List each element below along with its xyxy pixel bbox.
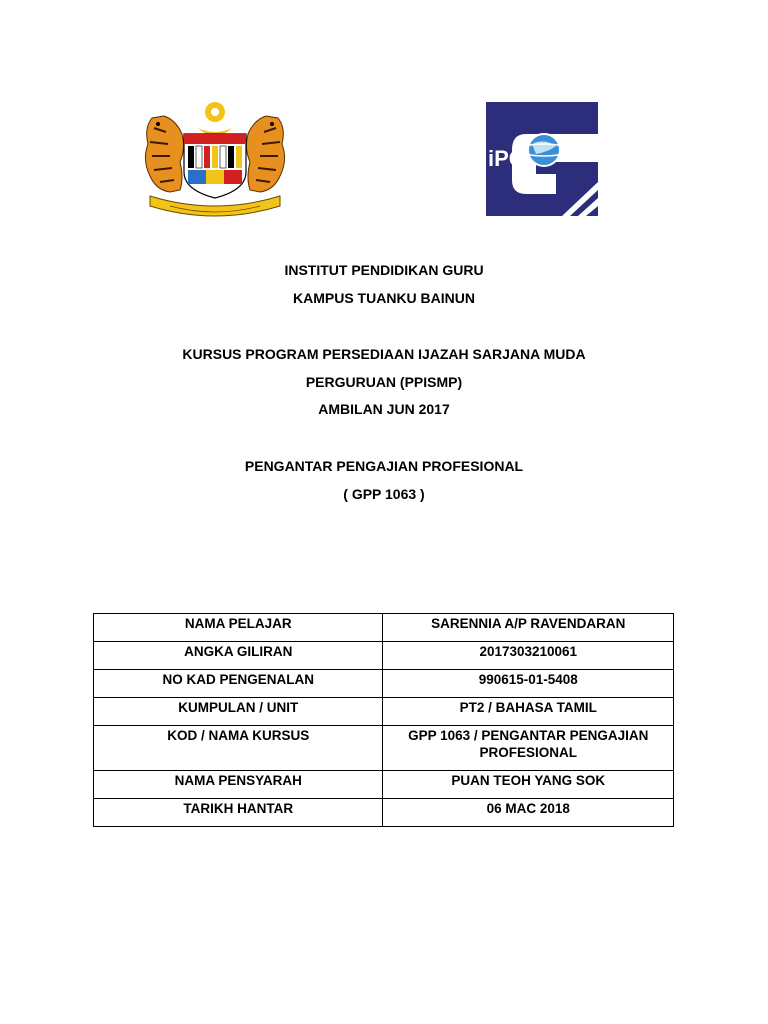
globe-icon: [520, 134, 568, 166]
ipg-logo-graphic: [486, 100, 600, 222]
table-value-cell: 2017303210061: [383, 642, 674, 670]
table-value-cell: SARENNIA A/P RAVENDARAN: [383, 614, 674, 642]
coat-of-arms-graphic: [140, 98, 290, 220]
table-row: [94, 698, 674, 726]
right-tiger-icon: [246, 116, 284, 192]
ipg-logo: [486, 100, 600, 222]
shield-icon: [184, 134, 246, 198]
subject-code: ( GPP 1063 ): [343, 486, 425, 502]
table-label-cell: NO KAD PENGENALAN: [94, 670, 383, 698]
table-row: [94, 771, 674, 799]
ipg-logo-text: iPG: [488, 146, 526, 171]
table-value-cell: 06 MAC 2018: [383, 799, 674, 827]
campus-title: KAMPUS TUANKU BAINUN: [293, 290, 475, 306]
table-row: [94, 726, 674, 771]
table-value-cell: GPP 1063 / PENGANTAR PENGAJIAN PROFESIONAL: [383, 726, 674, 771]
left-tiger-icon: [145, 116, 183, 192]
table-label-cell: NAMA PENSYARAH: [94, 771, 383, 799]
table-label-cell: ANGKA GILIRAN: [94, 642, 383, 670]
table-label-cell: KUMPULAN / UNIT: [94, 698, 383, 726]
table-value-cell: PT2 / BAHASA TAMIL: [383, 698, 674, 726]
institute-title: INSTITUT PENDIDIKAN GURU: [284, 262, 484, 278]
table-value-cell: PUAN TEOH YANG SOK: [383, 771, 674, 799]
table-row: [94, 642, 674, 670]
course-title-line2: PERGURUAN (PPISMP): [305, 374, 463, 390]
malaysia-coat-of-arms-logo: [140, 98, 290, 220]
table-label-cell: KOD / NAMA KURSUS: [94, 726, 383, 771]
table-label-cell: TARIKH HANTAR: [94, 799, 383, 827]
table-label-cell: NAMA PELAJAR: [94, 614, 383, 642]
intake-title: AMBILAN JUN 2017: [318, 401, 450, 417]
subject-title: PENGANTAR PENGAJIAN PROFESIONAL: [244, 458, 524, 474]
table-value-cell: 990615-01-5408: [383, 670, 674, 698]
course-title-line1: KURSUS PROGRAM PERSEDIAAN IJAZAH SARJANA MUDA: [182, 346, 586, 362]
table-row: [94, 614, 674, 642]
motto-ribbon: [150, 196, 280, 216]
table-row: [94, 670, 674, 698]
crescent-star-icon: [198, 102, 232, 136]
student-info-table: [93, 613, 674, 827]
table-row: [94, 799, 674, 827]
